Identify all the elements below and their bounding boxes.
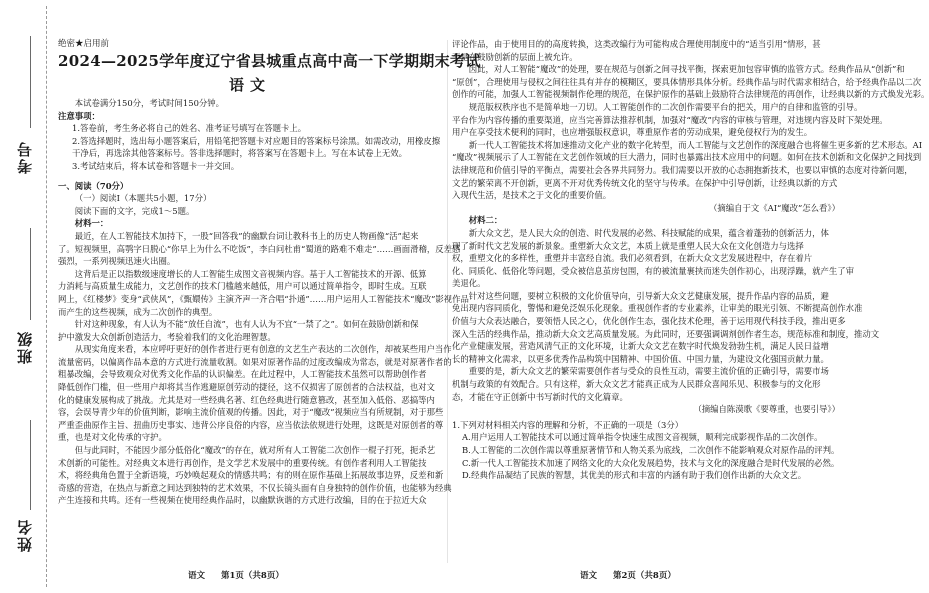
- note-item: 2.答选择题时，选出每小题答案后，用铅笔把答题卡对应题目的答案标号涂黑。如需改动，用橡皮擦干净后，再选涂其他答案标号。答非选择题时，将答案写在答题卡上。写在本试卷上无效。: [72, 135, 441, 159]
- paragraph-line: 美退化。: [452, 278, 486, 289]
- exam-title: 2024—2025学年度辽宁省县城重点高中高一下学期期末考试: [58, 52, 481, 70]
- paragraph-line: 重，也是对文化传承的守护。: [58, 432, 167, 443]
- page-footer: [188, 569, 284, 581]
- page-footer: [580, 569, 676, 581]
- binding-dashed-line: [46, 6, 47, 587]
- paragraph-line: 但与此同时，不能因少部分低俗化“魔改”的存在，就对所有人工智能二次创作一棍子打死，扼杀艺: [74, 445, 436, 456]
- subject-title: 语文: [228, 76, 271, 94]
- notes-title: 注意事项：: [58, 110, 100, 121]
- source-citation: （摘编自陈漠歌《要尊重，也要引导》）: [693, 404, 840, 415]
- note-item: 1.答卷前，考生务必将自己的姓名、准考证号填写在答题卡上。: [72, 123, 307, 134]
- footer-subject: 语文: [580, 571, 598, 581]
- paragraph-line: 重要的是，新大众文艺的繁荣需要创作者与受众的良性互动，需要主流价值的正确引导，需要市场: [468, 366, 829, 377]
- paragraph-line: 现了新时代文艺发展的新景象。重塑新大众文艺，本质上就是重塑人民大众在文化创造力与选择: [452, 240, 804, 251]
- note-item: 3.考试结束后，将本试卷和答题卡一并交回。: [72, 160, 240, 171]
- paragraph-line: 创作的可能，加强人工智能视频制作伦理的规范，在保护原作的基础上鼓励符合法律规范的再创作，让经典以新的方式焕发光彩。: [452, 89, 929, 100]
- material-1-continued: [452, 38, 929, 202]
- paragraph-line: 因此，对人工智能“魔改”的处理，要在规范与创新之间寻找平衡，探索更加包容审慎的监管方式。经典作品从“创新”和: [468, 64, 905, 75]
- section-subtitle: （一）阅读Ⅰ（本题共5小题，17分）: [74, 193, 212, 204]
- section-instruction: 阅读下面的文字，完成1～5题。: [74, 205, 195, 216]
- paragraph-line: 入现代生活，是技术之于文化的重要价值。: [452, 190, 612, 201]
- paragraph-line: 免出现内容同质化，警惕和避免泛娱乐化现象。重视创作者的专业素养，让审美的眼光引领、不断提高创作水准: [452, 303, 863, 314]
- paragraph-line: 容，会误导青少年的价值判断，影响主流价值观的传播。因此，对于“魔改”视频应当有所规制，对于那些: [58, 407, 444, 418]
- paragraph-line: 奇感的营造，在热点与新意之间达到独特的艺术效果，不仅长镜头面有自身独特的创作价值，也能够为经典: [58, 482, 452, 493]
- paragraph-line: 文艺的繁荣离不开创新，更离不开对优秀传统文化的坚守与传承。在保护中引导创新，让经典以新的方式: [452, 177, 838, 188]
- answer-option-a[interactable]: A.用户运用人工智能技术可以通过简单指令快速生成图文音视频，顺利完成影视作品的二次创作。: [462, 432, 823, 443]
- question-1: [452, 419, 848, 482]
- exam-no-field[interactable]: [30, 36, 31, 128]
- class-label: 班级: [16, 330, 34, 364]
- paragraph-line: 术，将经典角色置于全新语境，巧妙唤起观众的情感共鸣；有的则在原作基础上拓展故事边界，反差和新: [58, 470, 444, 481]
- paragraph-line: 网上，《红楼梦》变身“武侠风”，《甄嬛传》主演齐声一齐合唱“扑通”……用户运用人工智能技术“魔改”影视作品: [58, 293, 469, 304]
- paragraph-line: 新大众文艺，是人民大众的创造、时代发展的必然、科技赋能的成果，蕴含着蓬勃的创新活力，体: [468, 227, 829, 238]
- exam-no-label: 考号: [16, 140, 34, 174]
- name-label: 姓名: [16, 518, 34, 552]
- paragraph-line: 权，重塑文化的多样性，重塑并丰富经自流。我们必须看到，在新大众文艺发展进程中，存在着片: [452, 253, 813, 264]
- secret-mark: 绝密★启用前: [58, 39, 110, 49]
- paragraph-line: 这背后是正以指数级速度增长的人工智能生成图文音视频内容。基于人工智能技术的开源、低算: [74, 268, 427, 279]
- answer-option-b[interactable]: B.人工智能的二次创作需以尊重原著情节和人物关系为底线，二次创作不能影响观众对原作品的评判。: [462, 445, 840, 455]
- paragraph-line: 规范版权秩序也不是简单地一刀切。人工智能创作的二次创作需要平台的把关，用户的自律和监管的引导。: [468, 101, 863, 112]
- answer-option-d[interactable]: D.经典作品凝结了民族的智慧，其优美的形式和丰富的内涵有助于我们创作出新的大众文艺。: [462, 470, 807, 481]
- paragraph-line: 强烈，一系列视频迅速火出圈。: [58, 256, 176, 267]
- source-citation: （摘编自于文《AI“魔改”怎么看》）: [709, 202, 840, 213]
- material-2-text: [452, 227, 880, 403]
- paragraph-line: 流量密码，以偏离作品本意的方式进行流量收割。如果对原著作品的过度改编成为常态，就是对原著作者的: [58, 356, 452, 367]
- material-2-label: 材料二：: [468, 215, 503, 226]
- paragraph-line: 化的健康发展构成了挑战。尤其是对一些经典名著、红色经典进行随意篡改，甚至加入低俗、恶搞等内: [58, 394, 435, 405]
- paragraph-line: 最近，在人工智能技术加持下，一股“回答我”的幽默台词让教科书上的历史人物画像“活”起来: [74, 230, 419, 241]
- paragraph-line: 深入生活的经典作品，推动新大众文艺高质量发展。为此同时，还要强调调剂创作者生态，规范标准和制度，推动文: [452, 328, 880, 339]
- paragraph-line: 产生连接和共鸣。还有一些视频在使用经典作品时，以幽默诙谐的方式进行改编，目的在于拉近大众: [58, 495, 427, 506]
- question-stem: 1.下列对材料相关内容的理解和分析，不正确的一项是（3分）: [452, 419, 684, 430]
- answer-option-c[interactable]: C.新一代人工智能技术加速了网络文化的大众化发展趋势，技术与文化的深度融合是时代发展的必然。: [462, 457, 840, 468]
- paragraph-line: 法律规范和价值引导的平衡点，需要社会各界共同努力。我们需要以开放的心态拥抱新技术，也要以审慎的态度对待新问题，: [452, 164, 913, 175]
- notes-list: [58, 122, 442, 172]
- paragraph-line: 而产生的这些视频，成为二次创作的典型。: [58, 306, 218, 317]
- footer-page-number: 第1页（共8页）: [221, 571, 284, 581]
- binding-margin: [0, 0, 52, 593]
- paragraph-line: 化、同质化、低俗化等问题，受众被信息茧房包围，有的被流量裹挟而迷失创作初心，出现浮躁，就产生了审: [452, 265, 854, 276]
- paragraph-line: 针对这些问题，要树立积极的文化价值导向，引导新大众文艺健康发展，提升作品内容的品质，避: [468, 290, 829, 301]
- footer-page-number: 第2页（共8页）: [613, 571, 676, 581]
- footer-subject: 语文: [188, 571, 206, 581]
- paragraph-line: 护中激发大众创新创造活力，考验着我们的文化治理智慧。: [58, 331, 276, 342]
- paragraph-line: 长的精神文化需求，以更多优秀作品构筑中国精神、中国价值、中国力量，为建设文化强国贡献力量。: [452, 353, 829, 364]
- paragraph-line: 了。短视频里，高鹗字日脱心“你早上为什么不吃饭”，李白问杜甫“蜀道的路难不难走”……画面滑稽，反差感: [58, 243, 461, 254]
- paragraph-line: 从现实角度来看，本应呼吁更好的创作者进行更有创意的文艺生产表达的二次创作，却被某些用户当作: [74, 344, 452, 355]
- section-title: 一、阅读（70分）: [58, 180, 129, 191]
- reading-content: [452, 38, 929, 482]
- score-time-note: 本试卷满分150分，考试时间150分钟。: [74, 98, 225, 108]
- paragraph-line: “魔改”视频展示了人工智能在文艺创作领域的巨大潜力，同时也暴露出技术应用中的问题。如何在技术创新和文化保护之间找到: [452, 152, 922, 163]
- paragraph-line: 针对这种现象，有人认为不能“放任自流”，也有人认为不宜“一禁了之”。如何在鼓励创新和保: [74, 319, 419, 330]
- paragraph-line: 平台作为内容传播的重要渠道，应当完善算法推荐机制，加强对“魔改”内容的审核与管理，对违规内容及时下架处理。: [452, 114, 888, 125]
- paragraph-line: 至是在鼓励创新的层面上被允许。: [452, 51, 578, 62]
- material-1-label: 材料一：: [74, 218, 109, 229]
- paragraph-line: 化产业健康发展，营造风清气正的文化环境，让新大众文艺在数字时代焕发勃勃生机，满足人民日益增: [452, 341, 829, 352]
- paragraph-line: 严重歪曲原作主旨、扭曲历史事实、违背公序良俗的内容，应当依法依规进行处理，这既是对原创者的尊: [58, 419, 444, 430]
- paragraph-line: “原创”，合理使用与侵权之间往往具有并存的模糊区，要具体情形具体分析。经典作品与时代需求相结合，给予经典作品以二次: [452, 76, 922, 87]
- paragraph-line: 力消耗与高质量生成能力，文艺创作的技术门槛越来越低，用户可以通过简单指令，即时生成。互联: [58, 281, 427, 292]
- paragraph-line: 评论作品，由于使用目的的高度转换，这类改编行为可能构成合理使用制度中的“适当引用”情形，甚: [452, 39, 821, 49]
- paragraph-line: 态，才能在守正创新中书写新时代的文化篇章。: [452, 391, 628, 402]
- paragraph-line: 价值与大众表达融合，要领悟人民之心，优化创作生态，强化技术伦理，善于运用现代科技手段，推出更多: [452, 316, 846, 327]
- paragraph-line: 粗暴改编，会导致观众对优秀文化作品的认识偏差。在此过程中，人工智能技术虽然可以帮助创作者: [58, 369, 427, 380]
- paragraph-line: 术创新的可能性。对经典文本进行再创作，是文学艺术发展中的重要传统。有创作者利用人工智能技: [58, 457, 427, 468]
- name-field[interactable]: [30, 420, 31, 510]
- class-field[interactable]: [30, 228, 31, 320]
- paragraph-line: 降低创作门槛，但一些用户却将其当作逃避原创劳动的捷径，这不仅损害了原创者的合法权益，也对文: [58, 382, 435, 393]
- paragraph-line: 新一代人工智能技术将加速推动文化产业的数字化转型，而人工智能与文艺创作的深度融合也将催生更多新的艺术形态。AI: [468, 139, 923, 150]
- paragraph-line: 用户在享受技术便利的同时，也应增强版权意识，尊重原作者的劳动成果，避免侵权行为的发生。: [452, 127, 813, 138]
- paragraph-line: 机制与政策的有效配合。只有这样，新大众文艺才能真正成为人民群众喜闻乐见、积极参与的文化形: [452, 379, 821, 390]
- page-2: [452, 0, 929, 593]
